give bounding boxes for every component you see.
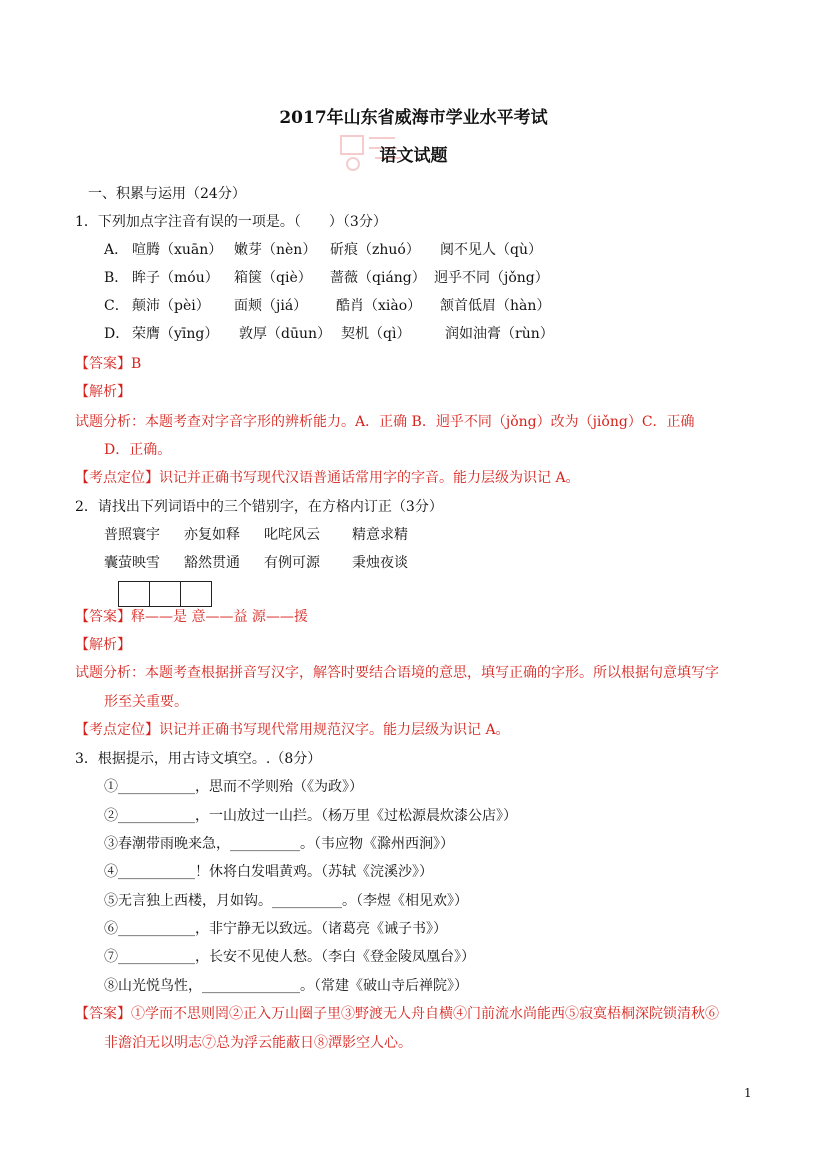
- kaodian-2: 【考点定位】识记并正确书写现代常用规范汉字。能力层级为识记 A。: [75, 722, 510, 738]
- poem-blank-5: ⑤无言独上西楼，月如钩。__________。（李煜《相见欢》）: [104, 893, 468, 909]
- correction-box[interactable]: [119, 582, 150, 606]
- poem-blank-6: ⑥___________，非宁静无以致远。（诸葛亮《诫子书》）: [104, 921, 447, 937]
- poem-blank-3: ③春潮带雨晚来急，__________。（韦应物《滁州西涧》）: [104, 836, 454, 852]
- option-d: D． 荣膺（yīng） 敦厚（dūun） 契机（qì） 润如油膏（rùn）: [104, 326, 554, 342]
- page-subtitle: 语文试题: [379, 146, 448, 166]
- poem-blank-4: ④___________！休将白发唱黄鸡。（苏轼《浣溪沙》）: [104, 864, 433, 880]
- question-3-stem: 3．根据提示，用古诗文填空。.（8分）: [75, 751, 322, 767]
- word-row-1: 普照寰宇 亦复如释 叱咤风云 精意求精: [104, 527, 408, 543]
- answer-1: 【答案】B: [75, 356, 142, 372]
- poem-blank-1: ①___________，思而不学则殆（《为政》）: [104, 779, 363, 795]
- answer-3-line-1: 【答案】①学而不思则罔②正入万山圈子里③野渡无人舟自横④门前流水尚能西⑤寂寞梧桐深院锁清秋⑥: [75, 1006, 719, 1022]
- analysis-label-1: 【解析】: [75, 384, 131, 400]
- poem-blank-7: ⑦___________，长安不见使人愁。（李白《登金陵凤凰台》）: [104, 949, 475, 965]
- question-2-stem: 2．请找出下列词语中的三个错别字，在方格内订正（3分）: [75, 499, 443, 515]
- kaodian-1: 【考点定位】识记并正确书写现代汉语普通话常用字的字音。能力层级为识记 A。: [75, 470, 580, 486]
- correction-box[interactable]: [150, 582, 181, 606]
- analysis-2-line-2: 形至关重要。: [104, 694, 188, 710]
- analysis-1-line-2: D．正确。: [104, 442, 172, 458]
- poem-blank-2: ②___________，一山放过一山拦。（杨万里《过松源晨炊漆公店》）: [104, 808, 517, 824]
- page-number: 1: [744, 1086, 752, 1100]
- section-heading: 一、积累与运用（24分）: [88, 186, 246, 202]
- answer-3-line-2: 非澹泊无以明志⑦总为浮云能蔽日⑧潭影空人心。: [104, 1035, 412, 1051]
- page-title: 2017年山东省威海市学业水平考试: [279, 108, 548, 128]
- correction-boxes: [118, 581, 212, 607]
- word-row-2: 囊萤映雪 豁然贯通 有例可源 秉烛夜谈: [104, 555, 408, 571]
- correction-box[interactable]: [181, 582, 211, 606]
- question-1-stem: 1．下列加点字注音有误的一项是。（ ）（3分）: [75, 214, 387, 230]
- poem-blank-8: ⑧山光悦鸟性，______________。（常建《破山寺后禅院》）: [104, 978, 468, 994]
- analysis-1-line-1: 试题分析：本题考查对字音字形的辨析能力。A．正确 B．迥乎不同（jǒng）改为（jiǒng）C．正确: [75, 414, 695, 430]
- option-a: A． 喧腾（xuān） 嫩芽（nèn） 斫痕（zhuó） 阒不见人（qù）: [104, 242, 542, 258]
- answer-2: 【答案】释——是 意——益 源——援: [75, 609, 308, 625]
- analysis-2-line-1: 试题分析：本题考查根据拼音写汉字，解答时要结合语境的意思，填写正确的字形。所以根据句意填写字: [75, 665, 719, 681]
- option-c: C． 颠沛（pèi） 面颊（jiá） 酷肖（xiào） 颔首低眉（hàn）: [104, 298, 551, 314]
- option-b: B． 眸子（móu） 箱箧（qiè） 蔷薇（qiáng） 迥乎不同（jǒng）: [104, 270, 549, 286]
- analysis-label-2: 【解析】: [75, 637, 131, 653]
